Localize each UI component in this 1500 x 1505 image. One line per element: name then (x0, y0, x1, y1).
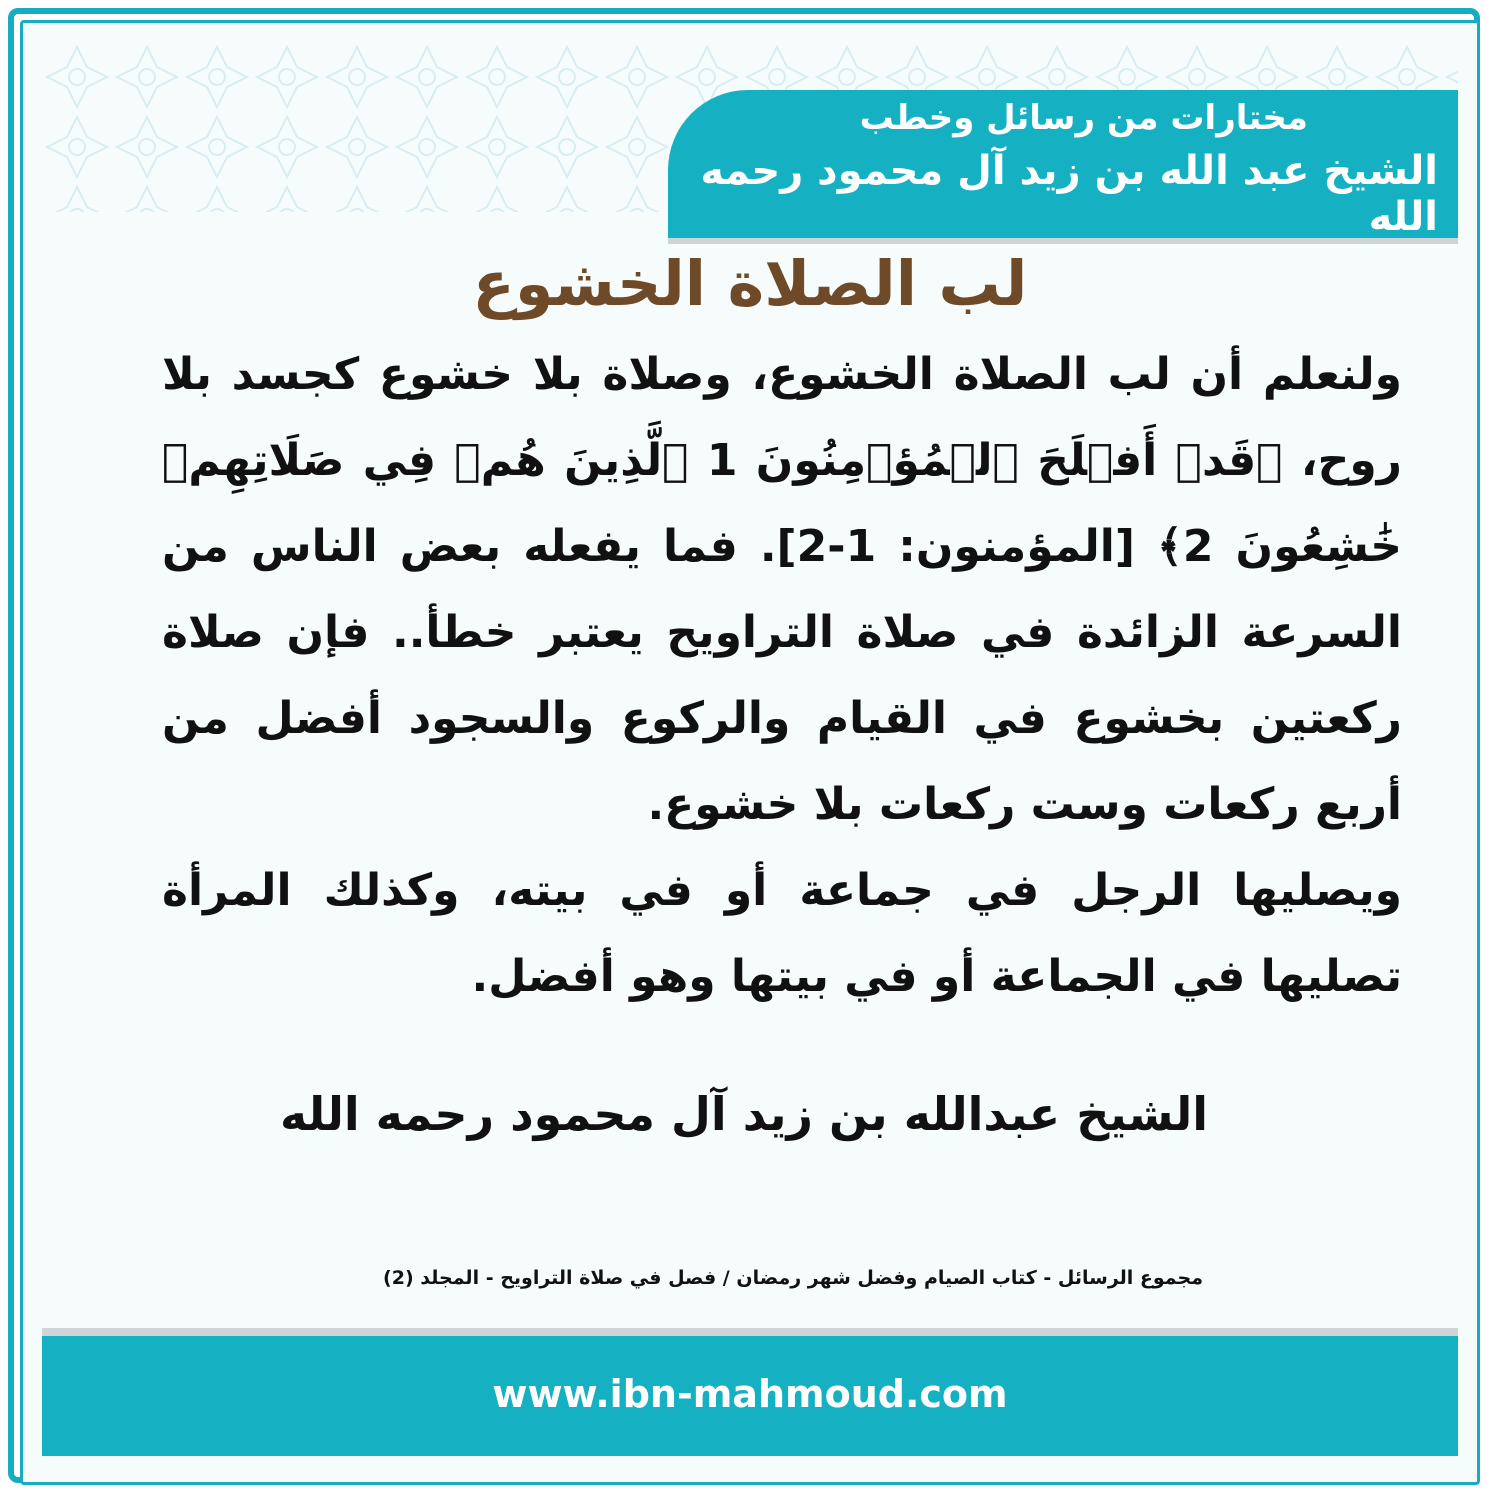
source-citation: مجموع الرسائل - كتاب الصيام وفضل شهر رمضان / فصل في صلاة التراويح - المجلد (2) (383, 1267, 1203, 1289)
author-signature: الشيخ عبدالله بن زيد آل محمود رحمه الله (279, 1087, 1208, 1141)
body-paragraph-1: ولنعلم أن لب الصلاة الخشوع، وصلاة بلا خشوع كجسد بلا روح، ﴿قَدۡ أَفۡلَحَ ٱلۡمُؤۡمِنُونَ 1 ٱلَّذِينَ هُمۡ فِي صَلَاتِهِمۡ خَٰشِعُونَ 2﴾ [المؤمنون: 1-2]. فما يفعله بعض الناس من السرعة الزائدة في صلاة التراويح يعتبر خطأ.. فإن صلاة ركعتين بخشوع في القيام والركوع والسجود أفضل من أربع ركعات وست ركعات بلا خشوع. (162, 349, 1402, 830)
footer-bar (42, 1336, 1458, 1456)
content-panel (42, 42, 1458, 1330)
website-link[interactable]: www.ibn-mahmoud.com (492, 1372, 1008, 1416)
page-title: لب الصلاة الخشوع (472, 247, 1028, 320)
article-body (162, 332, 1402, 1020)
header-author: الشيخ عبد الله بن زيد آل محمود رحمه الله (700, 148, 1438, 240)
header-banner (668, 90, 1458, 238)
body-paragraph-2: ويصليها الرجل في جماعة أو في بيته، وكذلك المرأة تصليها في الجماعة أو في بيتها وهو أفضل. (162, 865, 1402, 1002)
header-subtitle: مختارات من رسائل وخطب (859, 98, 1308, 138)
footer-divider (42, 1328, 1458, 1336)
